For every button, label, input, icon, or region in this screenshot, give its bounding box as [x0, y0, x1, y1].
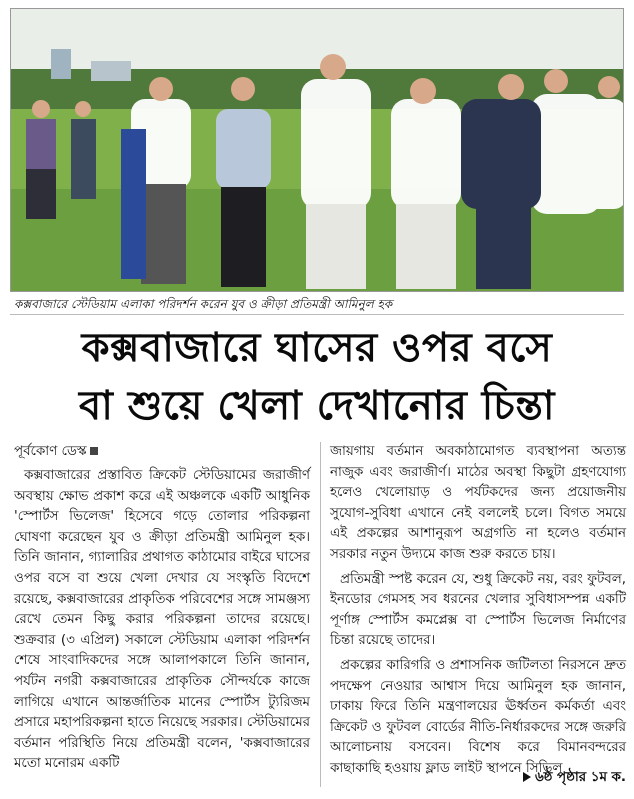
continued-note	[330, 768, 626, 788]
paragraph: জায়গায় বর্তমান অবকাঠামোগত ব্যবস্থাপনা অত্যন্ত নাজুক এবং জরাজীর্ণ। মাঠের অবস্থা কিছুটা গ্রহণযোগ্য হলেও খেলোয়াড় ও পর্যটকদের জন্য প্রয়োজনীয় সুযোগ-সুবিধা এখানে নেই বললেই চলে। বিগত সময়ে এই প্রকল্পের আশানুরূপ অগ্রগতি না হলেও বর্তমান সরকার নতুন উদ্যমে কাজ শুরু করতে চায়।	[330, 444, 626, 562]
photo-icon	[11, 9, 624, 292]
news-photo	[10, 8, 624, 292]
paragraph: প্রতিমন্ত্রী স্পষ্ট করেন যে, শুধু ক্রিকেট নয়, বরং ফুটবল, ইনডোর গেমসহ সব ধরনের খেলার সুবিধাসম্পন্ন একটি পূর্ণাঙ্গ স্পোর্টস কমপ্লেক্স বা স্পোর্টস ভিলেজ নির্মাণের চিন্তা রয়েছে তাদের।	[330, 571, 626, 649]
headline-line-2: বা শুয়ে খেলা দেখানোর চিন্তা	[79, 383, 555, 429]
arrow-right-icon	[523, 772, 531, 782]
column-divider	[320, 442, 321, 787]
byline	[14, 442, 310, 462]
square-bullet-icon	[90, 447, 98, 455]
continued-text: ৬ষ্ঠ পৃষ্ঠার ১ম ক.	[534, 770, 626, 785]
headline-line-1: কক্সবাজারে ঘাসের ওপর বসে	[81, 325, 553, 371]
article-column-right	[330, 442, 626, 780]
paragraph: প্রকল্পের কারিগরি ও প্রশাসনিক জটিলতা নিরসনে দ্রুত পদক্ষেপ নেওয়ার আশ্বাস দিয়ে আমিনুল হক জানান, ঢাকায় ফিরে তিনি মন্ত্রণালয়ের ঊর্ধ্বতন কর্মকর্তা এবং ক্রিকেট ও ফুটবল বোর্ডের নীতি-নির্ধারকদের সঙ্গে জরুরি আলোচনায় বসবেন। বিশেষ করে বিমানবন্দরের কাছাকাছি হওয়ায় ফ্লাড লাইট স্থাপনে সিভিল	[330, 657, 626, 776]
byline-text: পূর্বকোণ ডেস্ক	[14, 444, 87, 459]
photo-caption: কক্সবাজারে স্টেডিয়াম এলাকা পরিদর্শন করেন যুব ও ক্রীড়া প্রতিমন্ত্রী আমিনুল হক	[10, 293, 624, 315]
article-column-left	[14, 442, 310, 775]
paragraph: কক্সবাজারের প্রস্তাবিত ক্রিকেট স্টেডিয়ামের জরাজীর্ণ অবস্থায় ক্ষোভ প্রকাশ করে এই অঞ্চলকে একটি আধুনিক 'স্পোর্টস ভিলেজ' হিসেবে গড়ে তোলার পরিকল্পনা ঘোষণা করেছেন যুব ও ক্রীড়া প্রতিমন্ত্রী আমিনুল হক। তিনি জানান, গ্যালারির প্রথাগত কাঠামোর বাইরে ঘাসের ওপর বসে বা শুয়ে খেলা দেখার যে সংস্কৃতি বিদেশে রয়েছে, কক্সবাজারের প্রাকৃতিক পরিবেশের সঙ্গে সামঞ্জস্য রেখে তেমন কিছু করার পরিকল্পনা তাদের রয়েছে। শুক্রবার (৩ এপ্রিল) সকালে স্টেডিয়াম এলাকা পরিদর্শন শেষে সাংবাদিকদের সঙ্গে আলাপকালে তিনি জানান, পর্যটন নগরী কক্সবাজারের প্রাকৃতিক সৌন্দর্যকে কাজে লাগিয়ে এখানে আন্তর্জাতিক মানের স্পোর্টস ট্যুরিজম প্রসারে মহাপরিকল্পনা হাতে নিয়েছে সরকার। স্টেডিয়ামের বর্তমান পরিস্থিতি নিয়ে প্রতিমন্ত্রী বলেন, 'কক্সবাজারের মতো মনোরম একটি	[14, 468, 310, 772]
